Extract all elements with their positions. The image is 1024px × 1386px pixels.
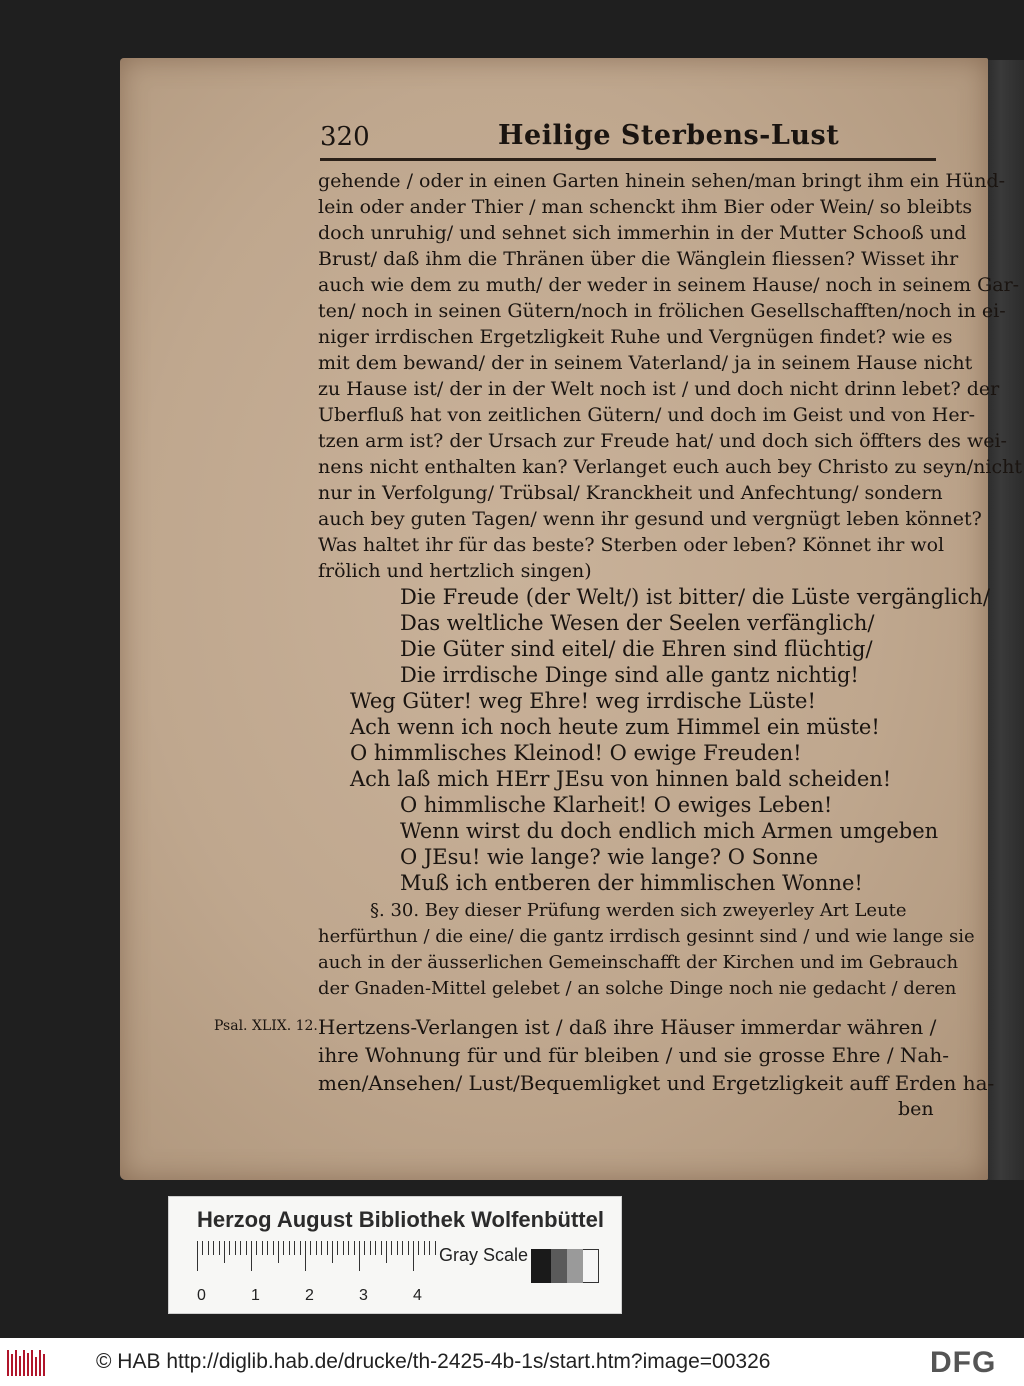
ruler-tick bbox=[300, 1241, 301, 1255]
body-line: nens nicht enthalten kan? Verlanget euch auch bey Christo zu seyn/nicht bbox=[318, 456, 1022, 478]
ruler-tick bbox=[354, 1241, 355, 1255]
body-line: zu Hause ist/ der in der Welt noch ist / und doch nicht drinn lebet? der bbox=[318, 378, 1000, 400]
ruler-tick bbox=[429, 1241, 430, 1255]
gray-swatch-mid bbox=[567, 1249, 583, 1283]
card-title: Herzog August Bibliothek Wolfenbüttel bbox=[197, 1207, 604, 1232]
body-line: doch unruhig/ und sehnet sich immerhin in der Mutter Schooß und bbox=[318, 222, 967, 244]
ruler-tick bbox=[332, 1241, 333, 1263]
ruler-tick bbox=[294, 1241, 295, 1255]
ruler-tick bbox=[278, 1241, 279, 1263]
verse-line: Die Güter sind eitel/ die Ehren sind flüchtig/ bbox=[400, 637, 873, 661]
page-header bbox=[320, 118, 936, 162]
ruler-tick bbox=[208, 1241, 209, 1255]
verse-line: Ach wenn ich noch heute zum Himmel ein müste! bbox=[350, 715, 880, 739]
copyright-url[interactable]: © HAB http://diglib.hab.de/drucke/th-2425-4b-1s/start.htm?image=00326 bbox=[96, 1350, 771, 1373]
ruler-tick bbox=[343, 1241, 344, 1255]
ruler-tick bbox=[408, 1241, 409, 1255]
ruler-tick bbox=[246, 1241, 247, 1255]
ruler-tick bbox=[316, 1241, 317, 1255]
body-line: frölich und hertzlich singen) bbox=[318, 560, 592, 582]
ruler-tick bbox=[327, 1241, 328, 1255]
book-edge bbox=[985, 60, 1024, 1180]
ruler-number: 1 bbox=[251, 1287, 260, 1304]
ruler-tick bbox=[375, 1241, 376, 1255]
ruler-number: 0 bbox=[197, 1287, 206, 1304]
ruler-tick bbox=[256, 1241, 257, 1255]
verse-line: O JEsu! wie lange? wie lange? O Sonne bbox=[400, 845, 819, 869]
ruler-tick bbox=[235, 1241, 236, 1255]
ruler-tick bbox=[251, 1241, 252, 1271]
ruler-tick bbox=[359, 1241, 360, 1271]
verse-line: Weg Güter! weg Ehre! weg irrdische Lüste! bbox=[350, 689, 816, 713]
verse-line: O himmlisches Kleinod! O ewige Freuden! bbox=[350, 741, 802, 765]
ruler-tick bbox=[386, 1241, 387, 1263]
ruler-number: 3 bbox=[359, 1287, 368, 1304]
body-line: nur in Verfolgung/ Trübsal/ Kranckheit und Anfechtung/ sondern bbox=[318, 482, 943, 504]
ruler-tick bbox=[413, 1241, 414, 1271]
gray-swatch-black bbox=[531, 1249, 551, 1283]
ruler-tick bbox=[229, 1241, 230, 1255]
gray-scale-label: Gray Scale bbox=[439, 1245, 529, 1265]
margin-note: Psal. XLIX. 12. bbox=[214, 1018, 318, 1034]
ruler-tick bbox=[197, 1241, 198, 1271]
color-card bbox=[168, 1196, 622, 1314]
ruler-tick bbox=[381, 1241, 382, 1255]
body-line: ten/ noch in seinen Gütern/noch in frölichen Gesellschafften/noch in ei- bbox=[318, 300, 1006, 322]
ruler-tick bbox=[435, 1241, 436, 1255]
verse-line: Wenn wirst du doch endlich mich Armen umgeben bbox=[400, 819, 939, 843]
body-line: auch bey guten Tagen/ wenn ihr gesund und vergnügt leben könnet? bbox=[318, 508, 982, 530]
ruler-tick bbox=[370, 1241, 371, 1255]
verse-line: Das weltliche Wesen der Seelen verfänglich/ bbox=[400, 611, 875, 635]
verse-line: Muß ich entberen der himmlischen Wonne! bbox=[400, 871, 863, 895]
ruler-tick bbox=[364, 1241, 365, 1255]
ruler-tick bbox=[213, 1241, 214, 1255]
footer-bar bbox=[0, 1338, 1024, 1386]
ruler bbox=[197, 1241, 419, 1279]
body-line: auch wie dem zu muth/ der weder in seinem Hause/ noch in seinem Gar- bbox=[318, 274, 1020, 296]
gray-swatch-white bbox=[583, 1249, 599, 1283]
paragraph-line: der Gnaden-Mittel gelebet / an solche Dinge noch nie gedacht / deren bbox=[318, 978, 957, 999]
ruler-number: 2 bbox=[305, 1287, 314, 1304]
paragraph-line: Hertzens-Verlangen ist / daß ihre Häuser immerdar währen / bbox=[318, 1015, 937, 1039]
ruler-tick bbox=[202, 1241, 203, 1255]
body-line: tzen arm ist? der Ursach zur Freude hat/ und doch sich öffters des wei- bbox=[318, 430, 1007, 452]
ruler-tick bbox=[337, 1241, 338, 1255]
body-line: niger irrdischen Ergetzligkeit Ruhe und Vergnügen findet? wie es bbox=[318, 326, 953, 348]
ruler-tick bbox=[402, 1241, 403, 1255]
ruler-tick bbox=[262, 1241, 263, 1255]
ruler-tick bbox=[283, 1241, 284, 1255]
ruler-tick bbox=[289, 1241, 290, 1255]
body-line: lein oder ander Thier / man schenckt ihm Bier oder Wein/ so bleibts bbox=[318, 196, 973, 218]
paragraph-line: auch in der äusserlichen Gemeinschafft der Kirchen und im Gebrauch bbox=[318, 952, 959, 973]
paragraph-line: ihre Wohnung für und für bleiben / und sie grosse Ehre / Nah- bbox=[318, 1043, 949, 1067]
ruler-tick bbox=[397, 1241, 398, 1255]
body-line: Brust/ daß ihm die Thränen über die Wänglein fliessen? Wisset ihr bbox=[318, 248, 959, 270]
ruler-tick bbox=[348, 1241, 349, 1255]
header-rule bbox=[320, 158, 936, 161]
page-number: 320 bbox=[320, 122, 370, 152]
dfg-logo: DFG bbox=[930, 1346, 997, 1379]
paragraph-line: §. 30. Bey dieser Prüfung werden sich zweyerley Art Leute bbox=[370, 900, 907, 921]
paragraph-line: herfürthun / die eine/ die gantz irrdisch gesinnt sind / und wie lange sie bbox=[318, 926, 975, 947]
verse-line: Die irrdische Dinge sind alle gantz nichtig! bbox=[400, 663, 859, 687]
gray-swatch-dark bbox=[551, 1249, 567, 1283]
ruler-tick bbox=[310, 1241, 311, 1255]
ruler-tick bbox=[219, 1241, 220, 1255]
ruler-tick bbox=[240, 1241, 241, 1255]
paragraph-line: men/Ansehen/ Lust/Bequemligket und Ergetzligkeit auff Erden ha- bbox=[318, 1071, 995, 1095]
ruler-tick bbox=[321, 1241, 322, 1255]
ruler-tick bbox=[424, 1241, 425, 1255]
catchword: ben bbox=[898, 1098, 934, 1120]
ruler-tick bbox=[224, 1241, 225, 1263]
verse-line: O himmlische Klarheit! O ewiges Leben! bbox=[400, 793, 833, 817]
body-line: Was haltet ihr für das beste? Sterben oder leben? Könnet ihr wol bbox=[318, 534, 945, 556]
ruler-tick bbox=[273, 1241, 274, 1255]
running-head: Heilige Sterbens-Lust bbox=[498, 120, 840, 151]
barcode-logo-icon bbox=[6, 1348, 48, 1378]
body-line: gehende / oder in einen Garten hinein sehen/man bringt ihm ein Hünd- bbox=[318, 170, 1006, 192]
ruler-tick bbox=[391, 1241, 392, 1255]
ruler-tick bbox=[305, 1241, 306, 1271]
verse-line: Ach laß mich HErr JEsu von hinnen bald scheiden! bbox=[350, 767, 892, 791]
ruler-tick bbox=[418, 1241, 419, 1255]
body-line: mit dem bewand/ der in seinem Vaterland/ ja in seinem Hause nicht bbox=[318, 352, 973, 374]
ruler-number: 4 bbox=[413, 1287, 422, 1304]
ruler-tick bbox=[267, 1241, 268, 1255]
verse-line: Die Freude (der Welt/) ist bitter/ die Lüste vergänglich/ bbox=[400, 585, 990, 609]
body-line: Uberfluß hat von zeitlichen Gütern/ und doch im Geist und von Her- bbox=[318, 404, 976, 426]
